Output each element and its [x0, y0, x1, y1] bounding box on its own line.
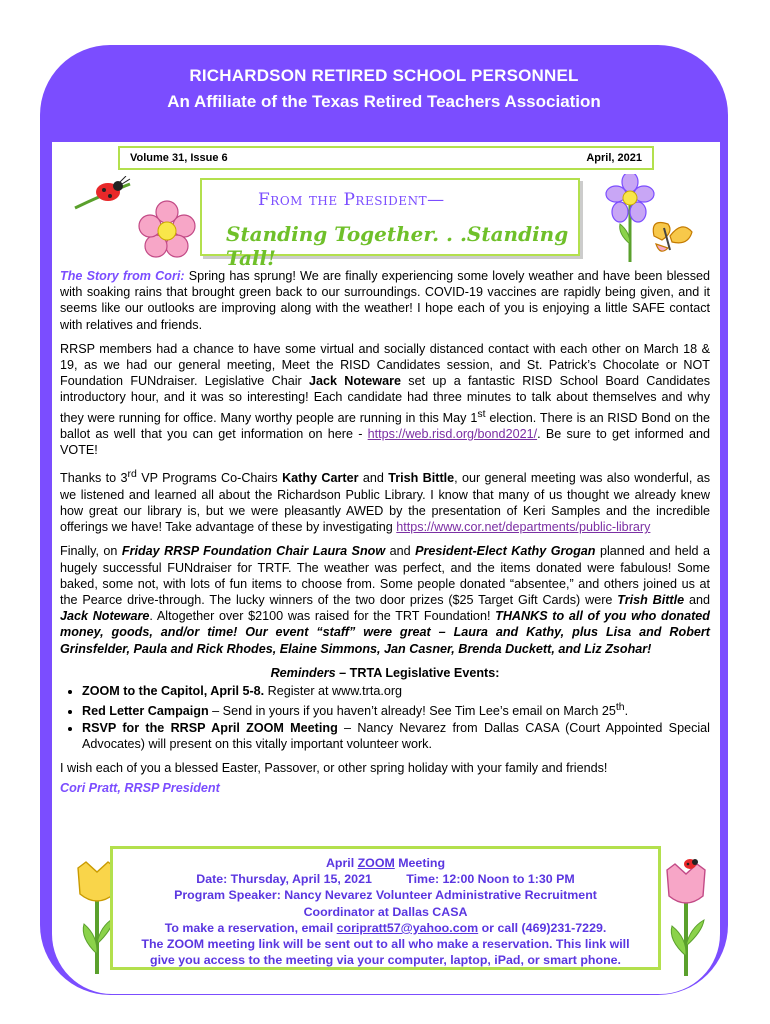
- title-line-1: From the President—: [258, 190, 445, 210]
- reminder-1-text: Register at www.trta.org: [264, 684, 403, 699]
- sup-st: st: [477, 407, 486, 420]
- title-line-2: Standing Together. . .Standing Tall!: [226, 222, 569, 270]
- paragraph-2-text-b: set up a fantastic RISD School Board Candidates introductory hour, and it was so interesting! Each candidate had three minutes to talk about themselves and why they were running for office. Many worthy people are running in this May 1: [60, 374, 710, 425]
- reminder-1-bold: ZOOM to the Capitol, April 5-8.: [82, 684, 265, 699]
- meeting-speaker-1: Program Speaker: Nancy Nevarez Volunteer Administrative Recruitment: [174, 888, 597, 903]
- reminder-2-text: – Send in yours if you haven’t already! See Tim Lee’s email on March 25: [208, 704, 616, 719]
- name-trish-bittle: Trish Bittle: [388, 471, 455, 486]
- meeting-title-a: April: [325, 856, 358, 870]
- library-link[interactable]: https://www.cor.net/departments/public-library: [396, 520, 651, 535]
- paragraph-4-bold-j: THANKS to all of you who donated money, goods, and/or time! Our event “staff” were great – Laura and Kathy, plus Lisa and Robert Grinsfelder, Paula and Rick Rhodes, Elaine Simmons, Jan Casner, Brenda Duckett, and Liz Zsohar!: [60, 609, 710, 656]
- meeting-date-time: Date: Thursday, April 15, 2021 Time: 12:00 Noon to 1:30 PM: [196, 872, 575, 887]
- risd-bond-link[interactable]: https://web.risd.org/bond2021/: [367, 427, 538, 442]
- reminders-list: [60, 683, 710, 752]
- email-link[interactable]: coripratt57@yahoo.com: [336, 920, 479, 935]
- name-kathy-carter: Kathy Carter: [282, 471, 359, 486]
- list-item: [82, 683, 710, 699]
- paragraph-4-text-g: and: [684, 593, 710, 608]
- reminders-title-a: Reminders: [270, 665, 336, 680]
- paragraph-3: [60, 466, 710, 535]
- reminders-heading: [60, 665, 710, 681]
- sup-rd: rd: [127, 468, 137, 481]
- reminders-title-b: – TRTA Legislative Events:: [335, 665, 500, 680]
- paragraph-1-text: Spring has sprung! We are finally experiencing some lovely weather and have been blessed with soaking rains that brought green back to our surroundings. COVID-19 vaccines are rapidly being given, and it seems like our outlooks are improving along with the weather! I hope each of you is enjoying a little SAFE contact with relatives and friends.: [60, 269, 711, 332]
- name-jack-noteware: Jack Noteware: [308, 374, 401, 389]
- paragraph-4-text-i: . Altogether over $2100 was raised for the TRT Foundation!: [149, 609, 496, 624]
- reminder-2-bold: Red Letter Campaign: [82, 704, 209, 719]
- paragraph-4-bold-b: Friday RRSP Foundation Chair Laura Snow: [121, 544, 386, 559]
- paragraph-3-text-b: VP Programs Co-Chairs: [136, 471, 283, 486]
- pink-tulip-ladybug-icon: [660, 856, 716, 978]
- paragraph-4-text-c: and: [385, 544, 416, 559]
- reminder-3-bold: RSVP for the RRSP April ZOOM Meeting: [82, 720, 338, 735]
- paragraph-4-bold-d: President-Elect Kathy Grogan: [415, 544, 596, 559]
- issue-date: April, 2021: [586, 152, 642, 164]
- paragraph-2-text-c: election. There is an RISD Bond on the ballot as well that you can get information on here -: [60, 410, 710, 442]
- title-box: [200, 178, 580, 270]
- paragraph-2: [60, 341, 710, 459]
- pink-flower-icon: [138, 200, 196, 260]
- closing-line: I wish each of you a blessed Easter, Passover, or other spring holiday with your family and friends!: [60, 761, 608, 776]
- purple-flower-butterfly-icon: [590, 174, 700, 266]
- org-name: RICHARDSON RETIRED SCHOOL PERSONNEL: [189, 66, 579, 85]
- issue-bar: [118, 146, 654, 170]
- meeting-box: [110, 846, 661, 970]
- paragraph-3-text-c: , our general meeting was also wonderful, as we listened and learned all about the Richardson Public Library. I know that many of us thought we already knew how great our library is, but we were pleasantly AWED by the presentation of Keri Samples and the incredible offerings we have! Take advantage of these by investigating: [60, 471, 710, 535]
- paragraph-3-text-a: Thanks to 3: [60, 471, 128, 486]
- paragraph-4-bold-f: Trish Bittle: [617, 593, 685, 608]
- paragraph-2-text-a: RRSP members had a chance to have some virtual and socially distanced contact with each other on March 18 & 19, as we had our general meeting, Meet the RISD Candidates session, and St. Patrick’s Chocolate or NOT Foundation FUNdraiser. Legislative Chair: [60, 341, 710, 389]
- meeting-title: [113, 855, 658, 871]
- list-item: [82, 720, 710, 752]
- paragraph-2-text-d: . Be sure to get informed and VOTE!: [60, 427, 710, 458]
- meeting-link-1: The ZOOM meeting link will be sent out to all who make a reservation. This link will: [141, 937, 630, 952]
- paragraph-4-text-e: planned and held a hugely successful FUNdraiser for TRTF. The weather was perfect, and the items donated were fabulous! Some baked, some not, with lots of fun items to choose from. Some people donated “absentee,” and others joined us at the Pearce drive-through. The lucky winners of the two door prizes ($25 Target Gift Cards) were: [60, 544, 710, 608]
- sup-th: th: [615, 701, 625, 714]
- list-item: [82, 699, 710, 719]
- affiliate-line: An Affiliate of the Texas Retired Teachers Association: [167, 92, 601, 111]
- article-lead: The Story from Cori:: [60, 269, 185, 283]
- issue-volume: Volume 31, Issue 6: [130, 152, 228, 164]
- meeting-link-2: give you access to the meeting via your computer, laptop, iPad, or smart phone.: [150, 953, 621, 968]
- meeting-reservation: [113, 920, 658, 936]
- paragraph-1: [60, 268, 710, 333]
- reminder-2-end: .: [624, 704, 629, 719]
- reminder-3-text: – Nancy Nevarez from Dallas CASA (Court Appointed Special Advocates) will present on this vitally important volunteer work.: [82, 720, 710, 751]
- article-body: [60, 268, 710, 796]
- meeting-title-b: Meeting: [394, 856, 446, 870]
- paragraph-3-and: and: [358, 471, 389, 486]
- signature: Cori Pratt, RRSP President: [60, 781, 220, 796]
- ladybug-icon: [70, 176, 140, 216]
- paragraph-4: [60, 543, 710, 656]
- meeting-reserve-a: To make a reservation, email: [164, 920, 337, 935]
- meeting-reserve-b: or call (469)231-7229.: [478, 920, 607, 935]
- meeting-speaker-2: Coordinator at Dallas CASA: [303, 904, 468, 919]
- masthead: [40, 66, 728, 112]
- paragraph-4-bold-h: Jack Noteware: [60, 609, 150, 624]
- meeting-title-zoom: ZOOM: [357, 856, 395, 870]
- paragraph-4-text-a: Finally, on: [60, 544, 122, 559]
